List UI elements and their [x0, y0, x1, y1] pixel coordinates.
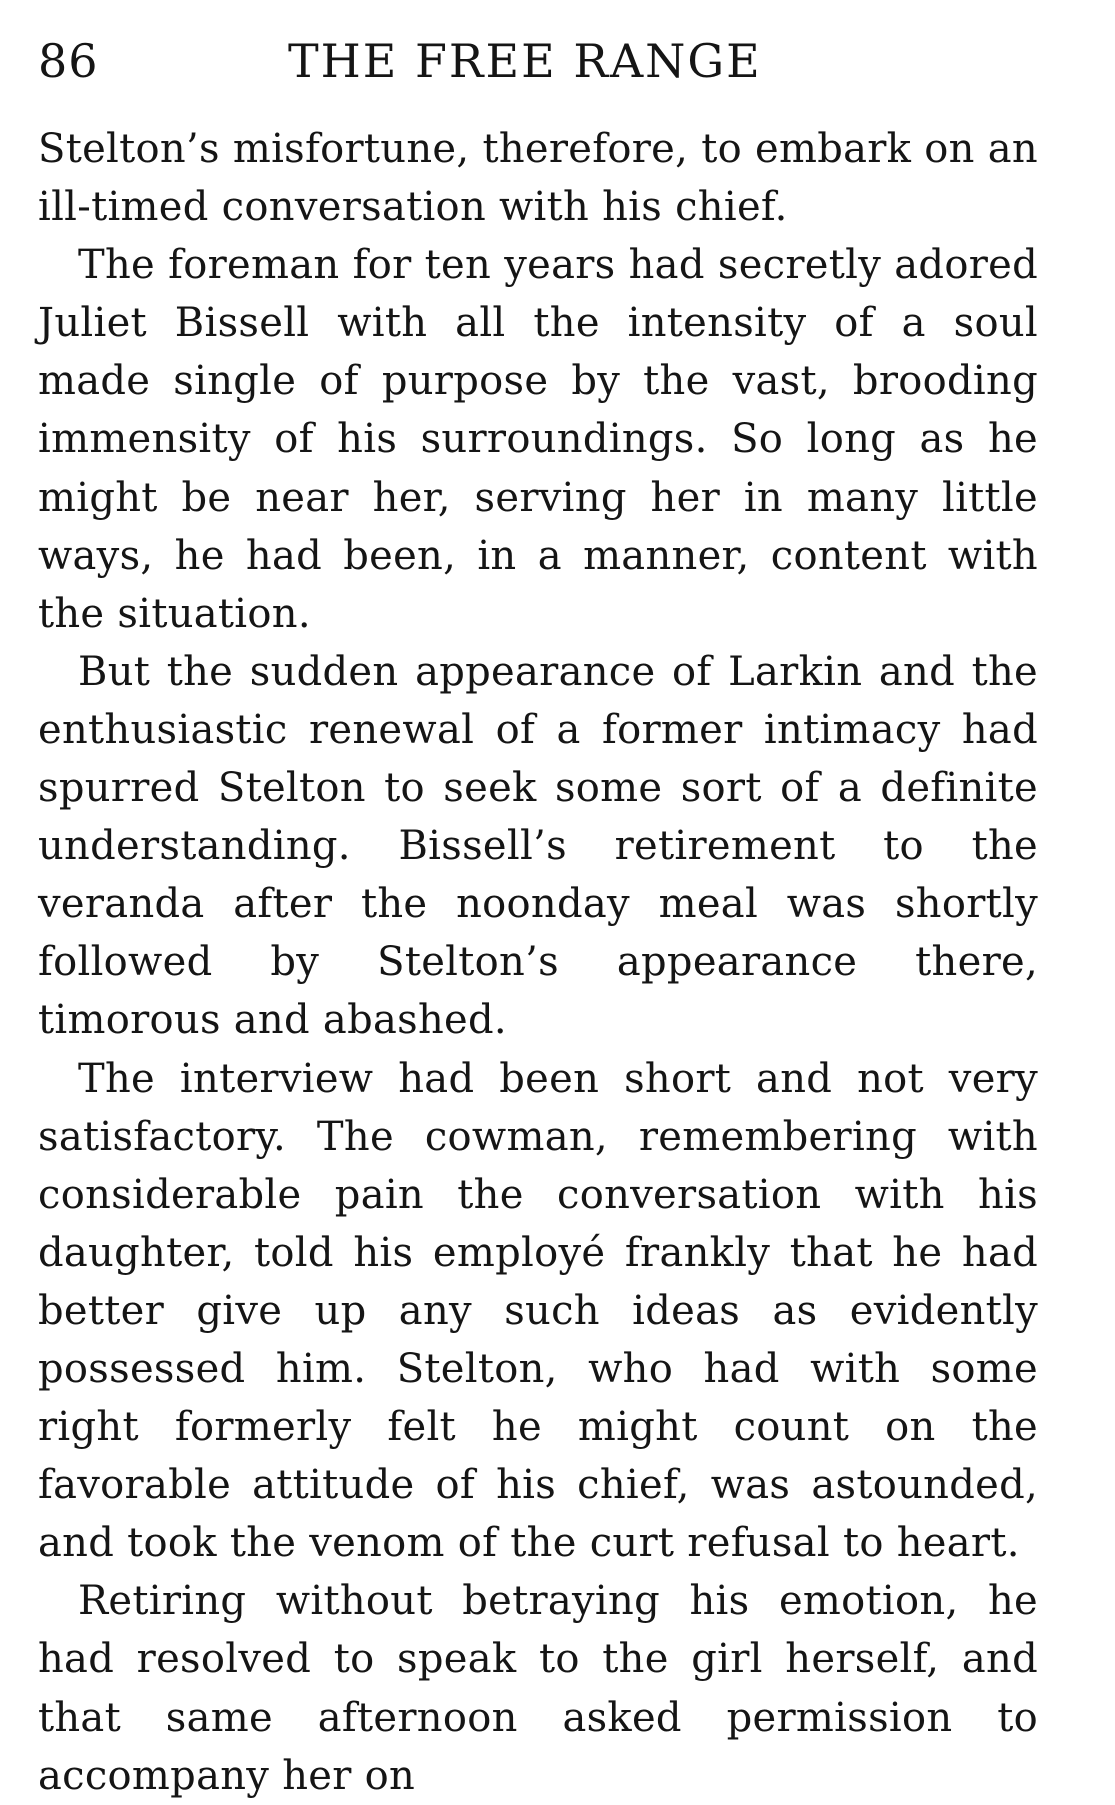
page-number: 86: [38, 34, 99, 88]
body-text: [38, 120, 1038, 1805]
paragraph-retiring: Retiring without betraying his emotion, he had resolved to speak to the girl herself, and that same afternoon asked permission to accompany her on: [38, 1578, 1038, 1799]
book-page: [38, 30, 1038, 1805]
paragraph-interview: The interview had been short and not very satisfactory. The cowman, remembering with considerable pain the conversation with his daughter, told his employé frankly that he had better give up any such ideas as evidently possessed him. Stelton, who had with some right formerly felt he might count on the favorable attitude of his chief, was astounded, and took the venom of the curt refusal to heart.: [38, 1055, 1038, 1567]
paragraph-foreman: The foreman for ten years had secretly adored Juliet Bissell with all the intensity of a soul made single of purpose by the vast, brooding immensity of his surroundings. So long as he might be near her, serving her in many little ways, he had been, in a manner, content with the situation.: [38, 242, 1038, 637]
running-head: [38, 30, 1038, 92]
paragraph-continued: Stelton’s misfortune, therefore, to embark on an ill-timed conversation with his chief.: [38, 126, 1038, 231]
running-title: THE FREE RANGE: [288, 34, 762, 88]
paragraph-larkin: But the sudden appearance of Larkin and the enthusiastic renewal of a former intimacy had spurred Stelton to seek some sort of a definite understanding. Bissell’s retirement to the veranda after the noonday meal was shortly followed by Stelton’s appearance there, timorous and abashed.: [38, 648, 1038, 1044]
